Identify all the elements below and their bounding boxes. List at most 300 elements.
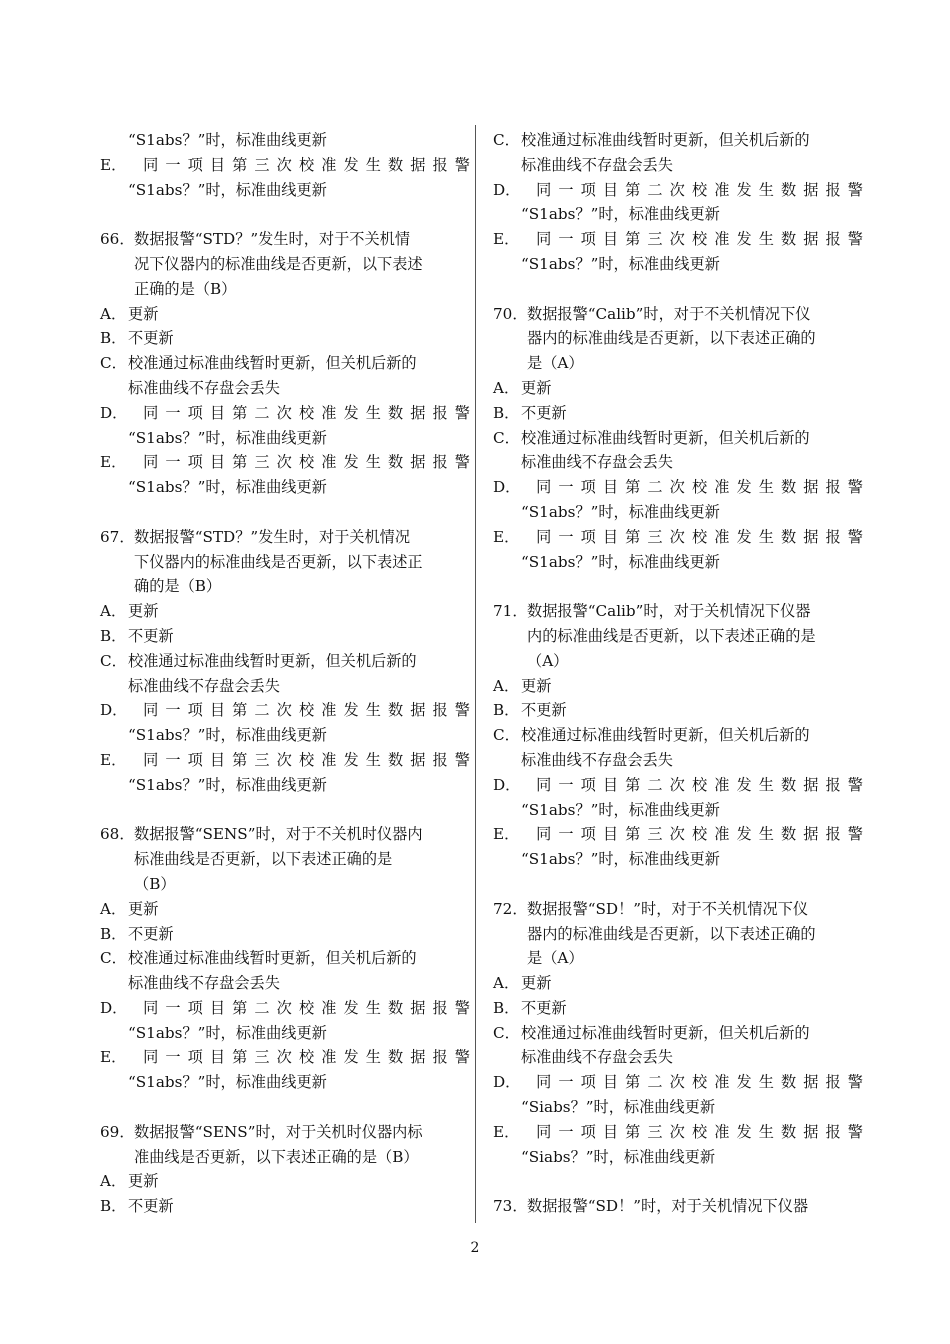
option-char: 二 — [647, 775, 663, 794]
question-number: 67． — [100, 527, 135, 546]
option-char: 二 — [647, 478, 663, 497]
option-text: 不更新 — [128, 1197, 174, 1216]
option-char: 目 — [602, 527, 619, 546]
option-continuation: 标准曲线不存盘会丢失 — [521, 155, 673, 174]
option-char: 报 — [825, 1073, 841, 1092]
option-char: 次 — [276, 403, 292, 422]
option-char: 一 — [558, 478, 574, 497]
option-char: 警 — [847, 527, 863, 546]
question-number: 69． — [100, 1122, 135, 1141]
answer-option — [100, 1045, 470, 1070]
option-char: 据 — [803, 230, 819, 249]
option-char: 校 — [298, 998, 315, 1017]
option-char: 准 — [714, 230, 730, 249]
option-char: 校 — [691, 230, 708, 249]
answer-option — [493, 971, 863, 996]
question-stem — [527, 1194, 808, 1219]
option-char: 项 — [580, 478, 596, 497]
answer-option — [493, 822, 863, 847]
option-char: 一 — [165, 155, 181, 174]
option-text: 不更新 — [128, 329, 174, 348]
option-char: 一 — [558, 527, 574, 546]
spacer — [493, 574, 863, 599]
option-continuation: “S1abs？”时，标准曲线更新 — [521, 254, 720, 273]
spacer — [493, 277, 863, 302]
option-char: 报 — [432, 453, 448, 472]
answer-option — [493, 426, 863, 451]
option-char: 校 — [298, 1048, 315, 1067]
option-char: 据 — [410, 403, 426, 422]
option-char: 发 — [343, 750, 359, 769]
option-char: 生 — [758, 825, 774, 844]
option-char: 生 — [365, 155, 381, 174]
option-char: 第 — [232, 403, 248, 422]
option-char: 发 — [736, 1073, 752, 1092]
question — [100, 1120, 470, 1170]
option-char: 警 — [847, 230, 863, 249]
option-text: 校准通过标准曲线暂时更新，但关机后新的 — [521, 726, 810, 745]
option-char: 校 — [691, 1122, 708, 1141]
option-char: 目 — [209, 155, 226, 174]
option-char: 第 — [232, 701, 248, 720]
option-char: 警 — [847, 775, 863, 794]
option-char: 第 — [625, 1122, 641, 1141]
answer-option — [100, 897, 470, 922]
option-label: E． — [100, 750, 127, 769]
option-char: 生 — [758, 775, 774, 794]
question-stem — [527, 302, 816, 376]
option-char: 数 — [781, 478, 797, 497]
option-char: 一 — [558, 825, 574, 844]
option-continuation: “S1abs？”时，标准曲线更新 — [128, 726, 327, 745]
option-char: 准 — [714, 180, 730, 199]
option-char: 三 — [254, 1048, 270, 1067]
option-char: 警 — [454, 155, 470, 174]
option-char: 目 — [602, 180, 619, 199]
option-char: 据 — [410, 1048, 426, 1067]
option-char: 一 — [165, 701, 181, 720]
option-char: 数 — [781, 825, 797, 844]
option-char: 准 — [321, 155, 337, 174]
question-line: 数据报警“Calib”时，对于关机情况下仪器 — [527, 602, 811, 621]
option-label: E． — [493, 230, 520, 249]
question-line: 准曲线是否更新，以下表述正确的是（B） — [134, 1147, 419, 1166]
option-label: C． — [493, 1023, 520, 1042]
option-char: 次 — [669, 230, 685, 249]
option-continuation: “S1abs？”时，标准曲线更新 — [521, 502, 720, 521]
answer-option — [100, 946, 470, 971]
option-text: 不更新 — [521, 998, 567, 1017]
option-char: 二 — [254, 998, 270, 1017]
option-char: 一 — [165, 453, 181, 472]
option-label: C． — [493, 428, 520, 447]
option-char: 三 — [254, 155, 270, 174]
answer-option — [493, 996, 863, 1021]
question-number: 72． — [493, 899, 528, 918]
option-char: 项 — [580, 1073, 596, 1092]
option-continuation: “S1abs？”时，标准曲线更新 — [521, 205, 720, 224]
option-continuation: 标准曲线不存盘会丢失 — [521, 750, 673, 769]
option-char: 校 — [691, 180, 708, 199]
answer-option — [100, 599, 470, 624]
option-char: 发 — [736, 825, 752, 844]
answer-option — [493, 1021, 863, 1046]
option-char: 次 — [276, 453, 292, 472]
option-char: 目 — [602, 825, 619, 844]
option-char: 项 — [580, 825, 596, 844]
option-char: 生 — [758, 180, 774, 199]
option-char: 校 — [298, 701, 315, 720]
option-char: 准 — [714, 775, 730, 794]
option-text: 更新 — [128, 1172, 159, 1191]
option-char: 据 — [410, 998, 426, 1017]
option-char: 项 — [187, 1048, 203, 1067]
option-char: 发 — [736, 180, 752, 199]
option-char: 准 — [321, 998, 337, 1017]
option-char: 报 — [825, 825, 841, 844]
option-label: A． — [493, 378, 520, 397]
option-char: 警 — [847, 478, 863, 497]
option-char: 生 — [758, 230, 774, 249]
option-continuation: 标准曲线不存盘会丢失 — [521, 453, 673, 472]
option-char: 同 — [536, 1073, 552, 1092]
option-label: B． — [100, 626, 127, 645]
option-char: 目 — [602, 478, 619, 497]
spacer — [493, 872, 863, 897]
option-text: 更新 — [521, 378, 552, 397]
question-line: 下仪器内的标准曲线是否更新，以下表述正 — [134, 552, 423, 571]
question-line: 是（A） — [527, 949, 584, 968]
question-stem — [134, 525, 423, 599]
option-char: 据 — [803, 527, 819, 546]
answer-option — [493, 723, 863, 748]
spacer — [100, 500, 470, 525]
answer-option — [493, 401, 863, 426]
option-char: 校 — [691, 825, 708, 844]
option-char: 发 — [343, 453, 359, 472]
answer-option — [100, 351, 470, 376]
option-text: 校准通过标准曲线暂时更新，但关机后新的 — [521, 1023, 810, 1042]
option-char: 二 — [254, 403, 270, 422]
option-char: 同 — [536, 478, 552, 497]
option-char: 警 — [847, 825, 863, 844]
option-label: E． — [493, 1122, 520, 1141]
option-char: 校 — [298, 750, 315, 769]
option-char: 次 — [276, 1048, 292, 1067]
question — [493, 599, 863, 673]
option-char: 校 — [298, 155, 315, 174]
option-char: 发 — [736, 527, 752, 546]
page-number: 2 — [470, 1240, 480, 1256]
spacer — [493, 1169, 863, 1194]
option-char: 据 — [410, 701, 426, 720]
option-continuation: “S1abs？”时，标准曲线更新 — [128, 1023, 327, 1042]
option-char: 第 — [625, 478, 641, 497]
question — [100, 822, 470, 896]
option-char: 报 — [825, 527, 841, 546]
question-stem — [134, 822, 423, 896]
option-char: 一 — [558, 180, 574, 199]
option-char: 次 — [669, 1122, 685, 1141]
option-char: 同 — [143, 403, 159, 422]
question-line: 器内的标准曲线是否更新，以下表述正确的 — [527, 924, 816, 943]
option-char: 报 — [825, 180, 841, 199]
option-char: 校 — [298, 403, 315, 422]
option-continuation: “S1abs？”时，标准曲线更新 — [128, 1073, 327, 1092]
option-label: D． — [493, 478, 521, 497]
option-label: E． — [493, 825, 520, 844]
question-line: 器内的标准曲线是否更新，以下表述正确的 — [527, 329, 816, 348]
option-text: 不更新 — [128, 626, 174, 645]
option-char: 准 — [321, 403, 337, 422]
option-label: D． — [100, 998, 128, 1017]
option-continuation: “Siabs？”时，标准曲线更新 — [521, 1098, 716, 1117]
option-label: D． — [100, 701, 128, 720]
option-char: 同 — [536, 825, 552, 844]
option-char: 报 — [432, 701, 448, 720]
option-label: B． — [493, 403, 520, 422]
option-char: 数 — [781, 180, 797, 199]
answer-option — [100, 1194, 470, 1219]
option-char: 校 — [691, 775, 708, 794]
option-char: 同 — [143, 750, 159, 769]
option-char: 准 — [714, 478, 730, 497]
option-char: 一 — [558, 230, 574, 249]
option-char: 据 — [803, 180, 819, 199]
question-number: 70． — [493, 304, 528, 323]
option-char: 发 — [736, 230, 752, 249]
option-char: 目 — [209, 701, 226, 720]
option-char: 第 — [232, 1048, 248, 1067]
option-char: 同 — [536, 180, 552, 199]
option-char: 警 — [454, 750, 470, 769]
spacer — [100, 202, 470, 227]
option-char: 发 — [736, 478, 752, 497]
option-continuation: “S1abs？”时，标准曲线更新 — [521, 552, 720, 571]
option-char: 数 — [388, 998, 404, 1017]
option-char: 发 — [343, 1048, 359, 1067]
question-number: 68． — [100, 825, 135, 844]
answer-option — [493, 674, 863, 699]
option-char: 目 — [209, 1048, 226, 1067]
option-char: 第 — [625, 527, 641, 546]
option-char: 数 — [781, 1073, 797, 1092]
answer-option — [493, 773, 863, 798]
answer-option — [100, 302, 470, 327]
option-char: 第 — [232, 155, 248, 174]
option-char: 第 — [232, 750, 248, 769]
option-continuation: “S1abs？”时，标准曲线更新 — [128, 478, 327, 497]
option-char: 同 — [143, 453, 159, 472]
option-continuation: 标准曲线不存盘会丢失 — [128, 676, 280, 695]
question-line: 数据报警“Calib”时，对于不关机情况下仪 — [527, 304, 811, 323]
answer-option — [100, 922, 470, 947]
option-text: 不更新 — [521, 701, 567, 720]
option-char: 目 — [209, 750, 226, 769]
answer-option — [493, 698, 863, 723]
option-char: 项 — [580, 527, 596, 546]
option-char: 警 — [454, 453, 470, 472]
option-continuation: “S1abs？”时，标准曲线更新 — [128, 180, 327, 199]
left-column — [100, 128, 470, 1219]
option-char: 项 — [187, 750, 203, 769]
option-char: 生 — [758, 1073, 774, 1092]
question — [493, 302, 863, 376]
answer-option — [100, 624, 470, 649]
option-label: A． — [493, 974, 520, 993]
option-char: 目 — [209, 403, 226, 422]
option-char: 数 — [388, 155, 404, 174]
option-label: E． — [493, 527, 520, 546]
option-char: 生 — [365, 453, 381, 472]
answer-option — [493, 178, 863, 203]
answer-option — [100, 326, 470, 351]
option-char: 准 — [714, 1122, 730, 1141]
option-char: 数 — [388, 701, 404, 720]
option-char: 次 — [669, 527, 685, 546]
option-label: B． — [100, 329, 127, 348]
option-char: 同 — [143, 701, 159, 720]
option-char: 发 — [343, 403, 359, 422]
option-char: 数 — [388, 453, 404, 472]
option-char: 数 — [388, 1048, 404, 1067]
question-number: 71． — [493, 602, 528, 621]
option-label: B． — [493, 701, 520, 720]
answer-option — [100, 996, 470, 1021]
option-char: 一 — [558, 1122, 574, 1141]
question — [493, 1194, 863, 1219]
answer-option — [100, 153, 470, 178]
option-char: 第 — [625, 825, 641, 844]
option-char: 第 — [625, 180, 641, 199]
option-char: 准 — [321, 453, 337, 472]
answer-option — [493, 1120, 863, 1145]
option-char: 警 — [454, 403, 470, 422]
option-char: 三 — [647, 1122, 663, 1141]
question-number: 73． — [493, 1197, 528, 1216]
option-char: 生 — [365, 750, 381, 769]
option-char: 据 — [410, 453, 426, 472]
question — [493, 897, 863, 971]
option-char: 校 — [691, 527, 708, 546]
option-char: 校 — [691, 478, 708, 497]
option-char: 项 — [187, 403, 203, 422]
option-char: 次 — [276, 701, 292, 720]
option-label: A． — [100, 304, 127, 323]
option-char: 同 — [143, 155, 159, 174]
question-line: 数据报警“STD？”发生时，对于关机情况 — [134, 527, 411, 546]
question-line: 内的标准曲线是否更新，以下表述正确的是 — [527, 626, 816, 645]
option-label: A． — [100, 602, 127, 621]
option-text: 不更新 — [128, 924, 174, 943]
option-char: 项 — [580, 180, 596, 199]
question — [100, 227, 470, 301]
option-char: 报 — [825, 230, 841, 249]
option-char: 报 — [825, 478, 841, 497]
option-text: 更新 — [521, 974, 552, 993]
option-char: 生 — [365, 403, 381, 422]
option-char: 一 — [165, 750, 181, 769]
option-char: 同 — [536, 775, 552, 794]
option-text: 校准通过标准曲线暂时更新，但关机后新的 — [128, 949, 417, 968]
right-column — [493, 128, 863, 1219]
answer-option — [493, 227, 863, 252]
option-char: 报 — [825, 775, 841, 794]
option-text: 不更新 — [521, 403, 567, 422]
option-char: 一 — [558, 1073, 574, 1092]
option-char: 报 — [432, 155, 448, 174]
option-label: D． — [493, 180, 521, 199]
question-line: 数据报警“SD！”时，对于关机情况下仪器 — [527, 1197, 809, 1216]
option-char: 次 — [276, 155, 292, 174]
option-char: 三 — [254, 750, 270, 769]
option-char: 警 — [847, 1073, 863, 1092]
option-char: 准 — [321, 701, 337, 720]
option-text: 校准通过标准曲线暂时更新，但关机后新的 — [128, 651, 417, 670]
option-char: 警 — [454, 701, 470, 720]
option-char: 项 — [580, 1122, 596, 1141]
option-char: 报 — [432, 998, 448, 1017]
option-char: 警 — [454, 1048, 470, 1067]
option-char: 目 — [602, 1073, 619, 1092]
option-label: E． — [100, 1048, 127, 1067]
option-char: 目 — [602, 1122, 619, 1141]
spacer — [100, 798, 470, 823]
option-char: 第 — [625, 230, 641, 249]
option-continuation: “S1abs？”时，标准曲线更新 — [521, 850, 720, 869]
answer-option — [100, 649, 470, 674]
option-char: 报 — [432, 403, 448, 422]
answer-option — [493, 1070, 863, 1095]
option-label: E． — [100, 453, 127, 472]
option-char: 同 — [536, 527, 552, 546]
question-line: 标准曲线是否更新，以下表述正确的是 — [134, 850, 393, 869]
option-label: D． — [100, 403, 128, 422]
option-label: C． — [100, 949, 127, 968]
option-char: 发 — [343, 998, 359, 1017]
option-char: 数 — [388, 403, 404, 422]
option-char: 同 — [536, 1122, 552, 1141]
option-char: 同 — [143, 998, 159, 1017]
option-continuation: “Siabs？”时，标准曲线更新 — [521, 1147, 716, 1166]
answer-option — [493, 475, 863, 500]
option-char: 准 — [321, 1048, 337, 1067]
option-char: 数 — [781, 1122, 797, 1141]
option-char: 发 — [736, 1122, 752, 1141]
option-char: 据 — [803, 478, 819, 497]
question-line: 数据报警“SENS”时，对于关机时仪器内标 — [134, 1122, 423, 1141]
option-char: 目 — [209, 453, 226, 472]
option-char: 次 — [669, 180, 685, 199]
option-char: 报 — [825, 1122, 841, 1141]
option-char: 数 — [781, 230, 797, 249]
option-char: 次 — [669, 478, 685, 497]
option-text: 校准通过标准曲线暂时更新，但关机后新的 — [521, 131, 810, 149]
option-char: 发 — [736, 775, 752, 794]
question-stem — [134, 1120, 423, 1170]
question-stem — [527, 599, 816, 673]
question-line: （B） — [134, 874, 176, 893]
option-char: 一 — [165, 403, 181, 422]
option-continuation: 标准曲线不存盘会丢失 — [128, 378, 280, 397]
option-label: B． — [100, 1197, 127, 1216]
option-char: 据 — [410, 155, 426, 174]
option-label: B． — [100, 924, 127, 943]
question-line: 确的是（B） — [134, 577, 222, 596]
option-label: D． — [493, 1073, 521, 1092]
option-char: 生 — [758, 1122, 774, 1141]
option-char: 二 — [254, 701, 270, 720]
